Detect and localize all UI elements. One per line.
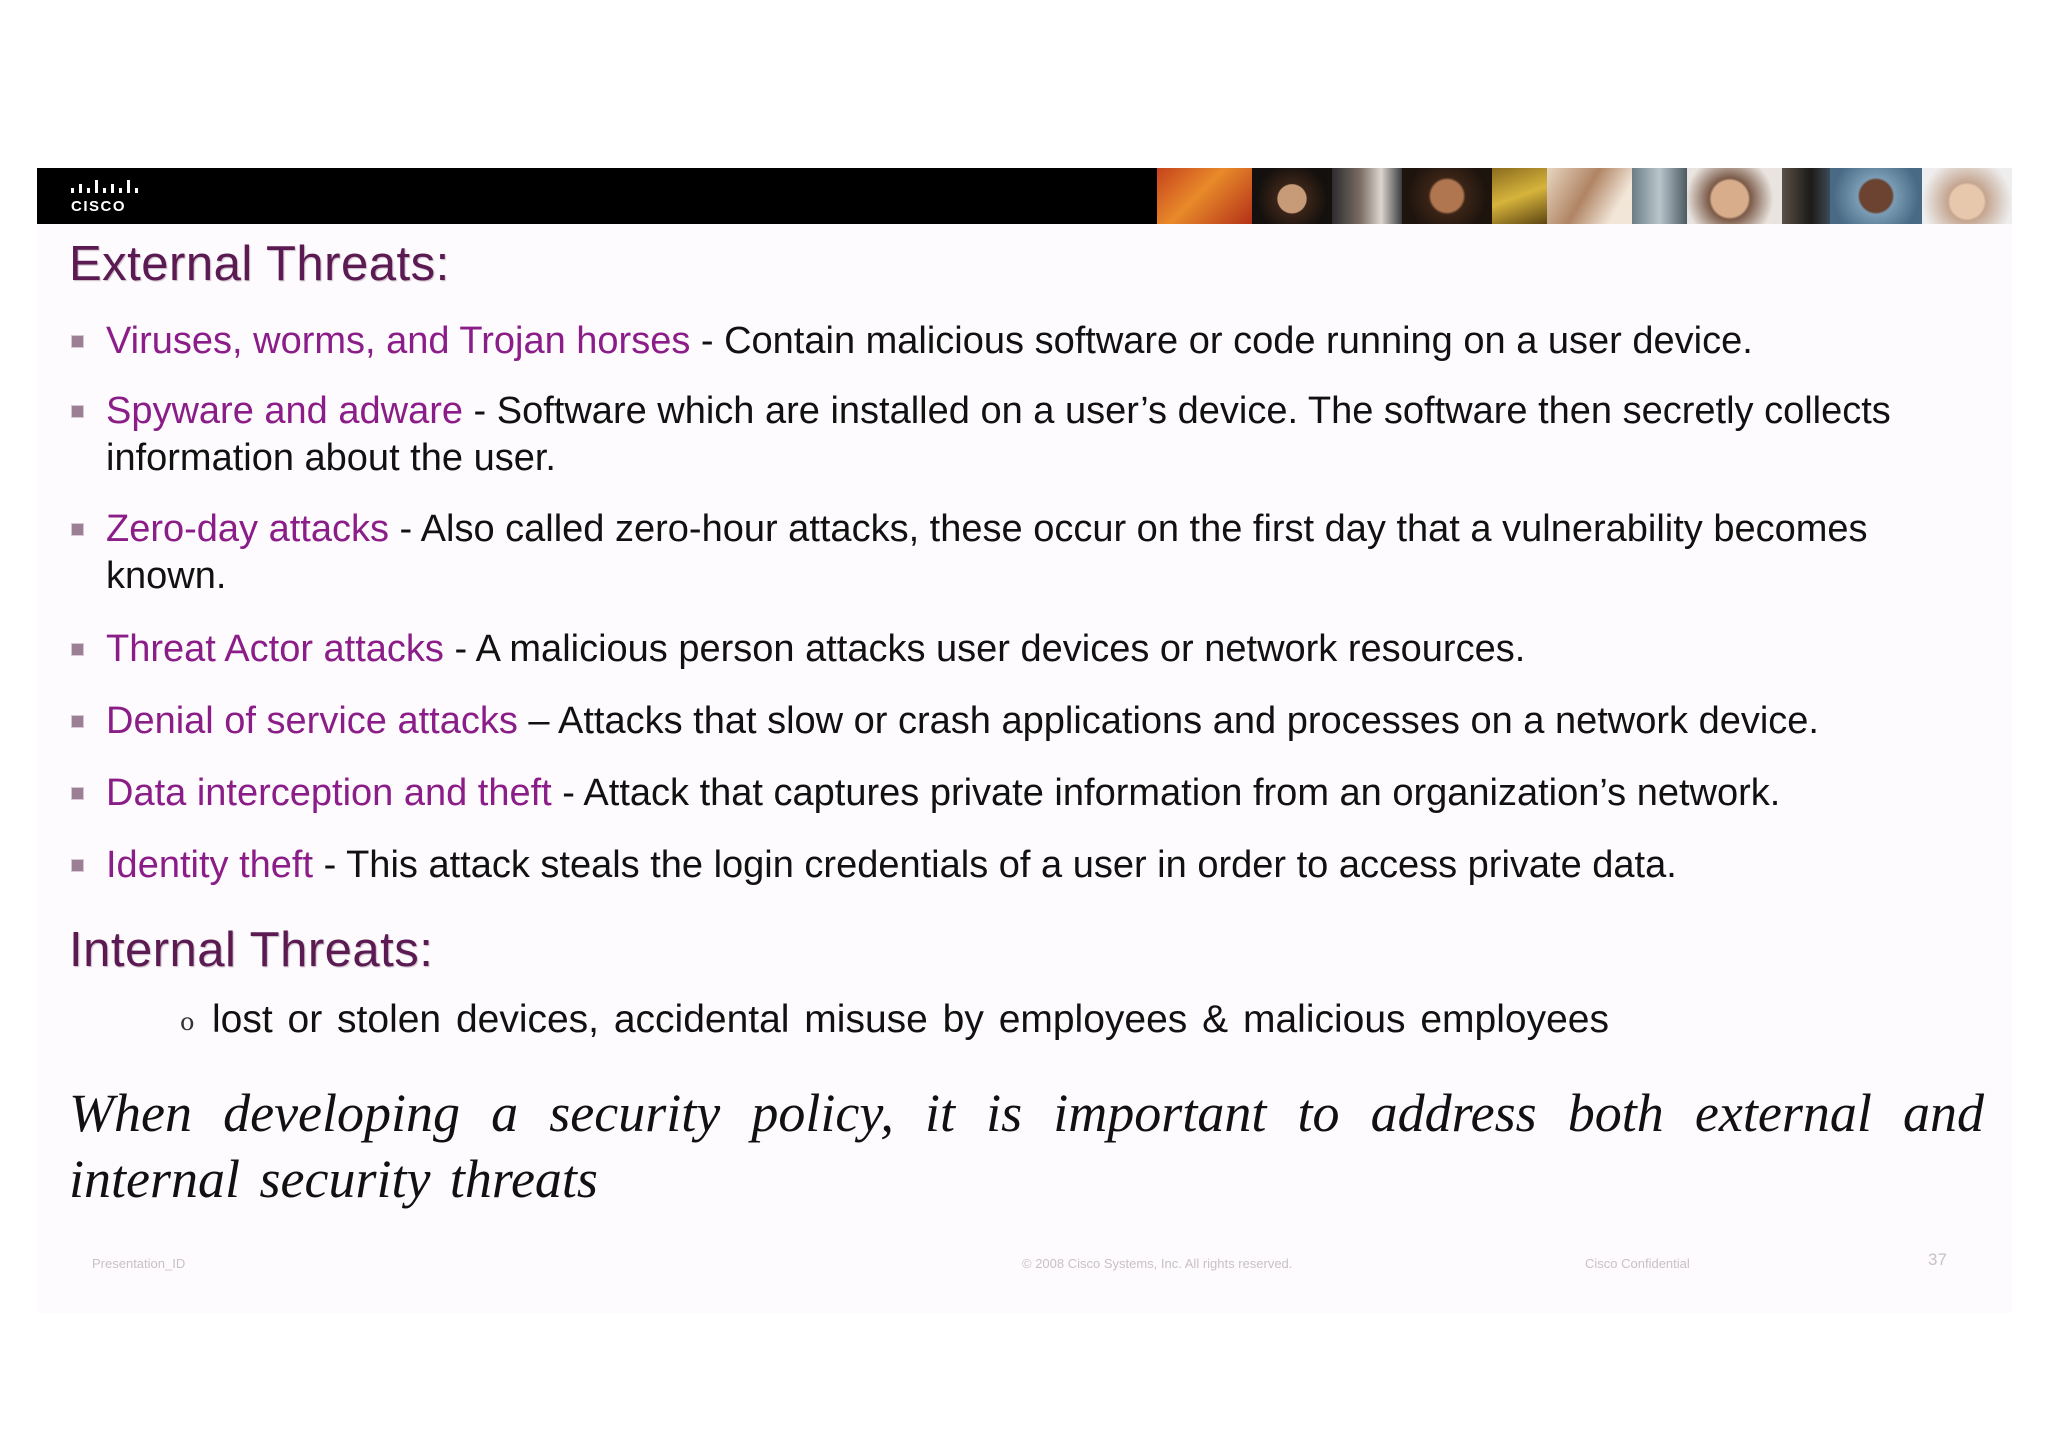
internal-threats-heading: Internal Threats: bbox=[69, 923, 434, 977]
square-bullet-icon bbox=[71, 643, 84, 656]
circle-bullet-icon: o bbox=[180, 1008, 195, 1036]
threat-item-text bbox=[106, 770, 1976, 817]
footer-presentation-id: Presentation_ID bbox=[92, 1256, 186, 1271]
photo-tile bbox=[1157, 168, 1252, 224]
threat-item-text bbox=[106, 506, 1976, 600]
threat-item-text bbox=[106, 842, 1976, 889]
threat-item-text bbox=[106, 318, 1976, 365]
threat-term: Identity theft bbox=[106, 844, 314, 886]
photo-tile bbox=[1492, 168, 1547, 224]
photo-tile bbox=[1252, 168, 1332, 224]
threat-term: Zero-day attacks bbox=[106, 508, 389, 550]
photo-tile bbox=[1632, 168, 1687, 224]
square-bullet-icon bbox=[71, 335, 84, 348]
photo-tile bbox=[1922, 168, 2012, 224]
cisco-wordmark: CISCO bbox=[71, 198, 127, 215]
photo-tile bbox=[1782, 168, 1830, 224]
square-bullet-icon bbox=[71, 859, 84, 872]
internal-threats-item bbox=[180, 998, 1609, 1042]
square-bullet-icon bbox=[71, 405, 84, 418]
page-number: 37 bbox=[1928, 1250, 1947, 1269]
square-bullet-icon bbox=[71, 523, 84, 536]
cisco-bridge-icon bbox=[69, 180, 145, 196]
threat-description: - Contain malicious software or code running on a user device. bbox=[690, 320, 1753, 362]
internal-threats-text: lost or stolen devices, accidental misuse by employees & malicious employees bbox=[212, 998, 1609, 1041]
threat-term: Data interception and theft bbox=[106, 772, 552, 814]
external-threats-heading: External Threats: bbox=[69, 237, 450, 291]
square-bullet-icon bbox=[71, 715, 84, 728]
threat-description: - Also called zero-hour attacks, these occur on the first day that a vulnerability becomes known. bbox=[106, 508, 1868, 597]
footer-copyright: © 2008 Cisco Systems, Inc. All rights reserved. bbox=[1022, 1256, 1293, 1271]
threat-item-text bbox=[106, 388, 1976, 482]
cisco-logo bbox=[67, 178, 147, 216]
threat-term: Spyware and adware bbox=[106, 390, 463, 432]
footer-confidential: Cisco Confidential bbox=[1585, 1256, 1690, 1271]
threat-item-text bbox=[106, 698, 1976, 745]
photo-tile bbox=[1687, 168, 1782, 224]
header-banner bbox=[37, 168, 2012, 224]
threat-description: - Software which are installed on a user’s device. The software then secretly collects information about the user. bbox=[106, 390, 1891, 479]
photo-tile bbox=[1830, 168, 1922, 224]
threat-term: Denial of service attacks bbox=[106, 700, 518, 742]
threat-description: - This attack steals the login credentials of a user in order to access private data. bbox=[313, 844, 1677, 886]
photo-strip bbox=[1157, 168, 2012, 224]
threat-description: – Attacks that slow or crash applications and processes on a network device. bbox=[517, 700, 1819, 742]
policy-note: When developing a security policy, it is important to address both external and internal security threats bbox=[69, 1083, 1984, 1209]
threat-description: - A malicious person attacks user devices or network resources. bbox=[443, 628, 1526, 670]
threat-description: - Attack that captures private information from an organization’s network. bbox=[551, 772, 1781, 814]
threat-term: Threat Actor attacks bbox=[106, 628, 444, 670]
photo-tile bbox=[1402, 168, 1492, 224]
threat-term: Viruses, worms, and Trojan horses bbox=[106, 320, 691, 362]
square-bullet-icon bbox=[71, 787, 84, 800]
photo-tile bbox=[1332, 168, 1402, 224]
threat-item-text bbox=[106, 626, 1976, 673]
photo-tile bbox=[1547, 168, 1632, 224]
